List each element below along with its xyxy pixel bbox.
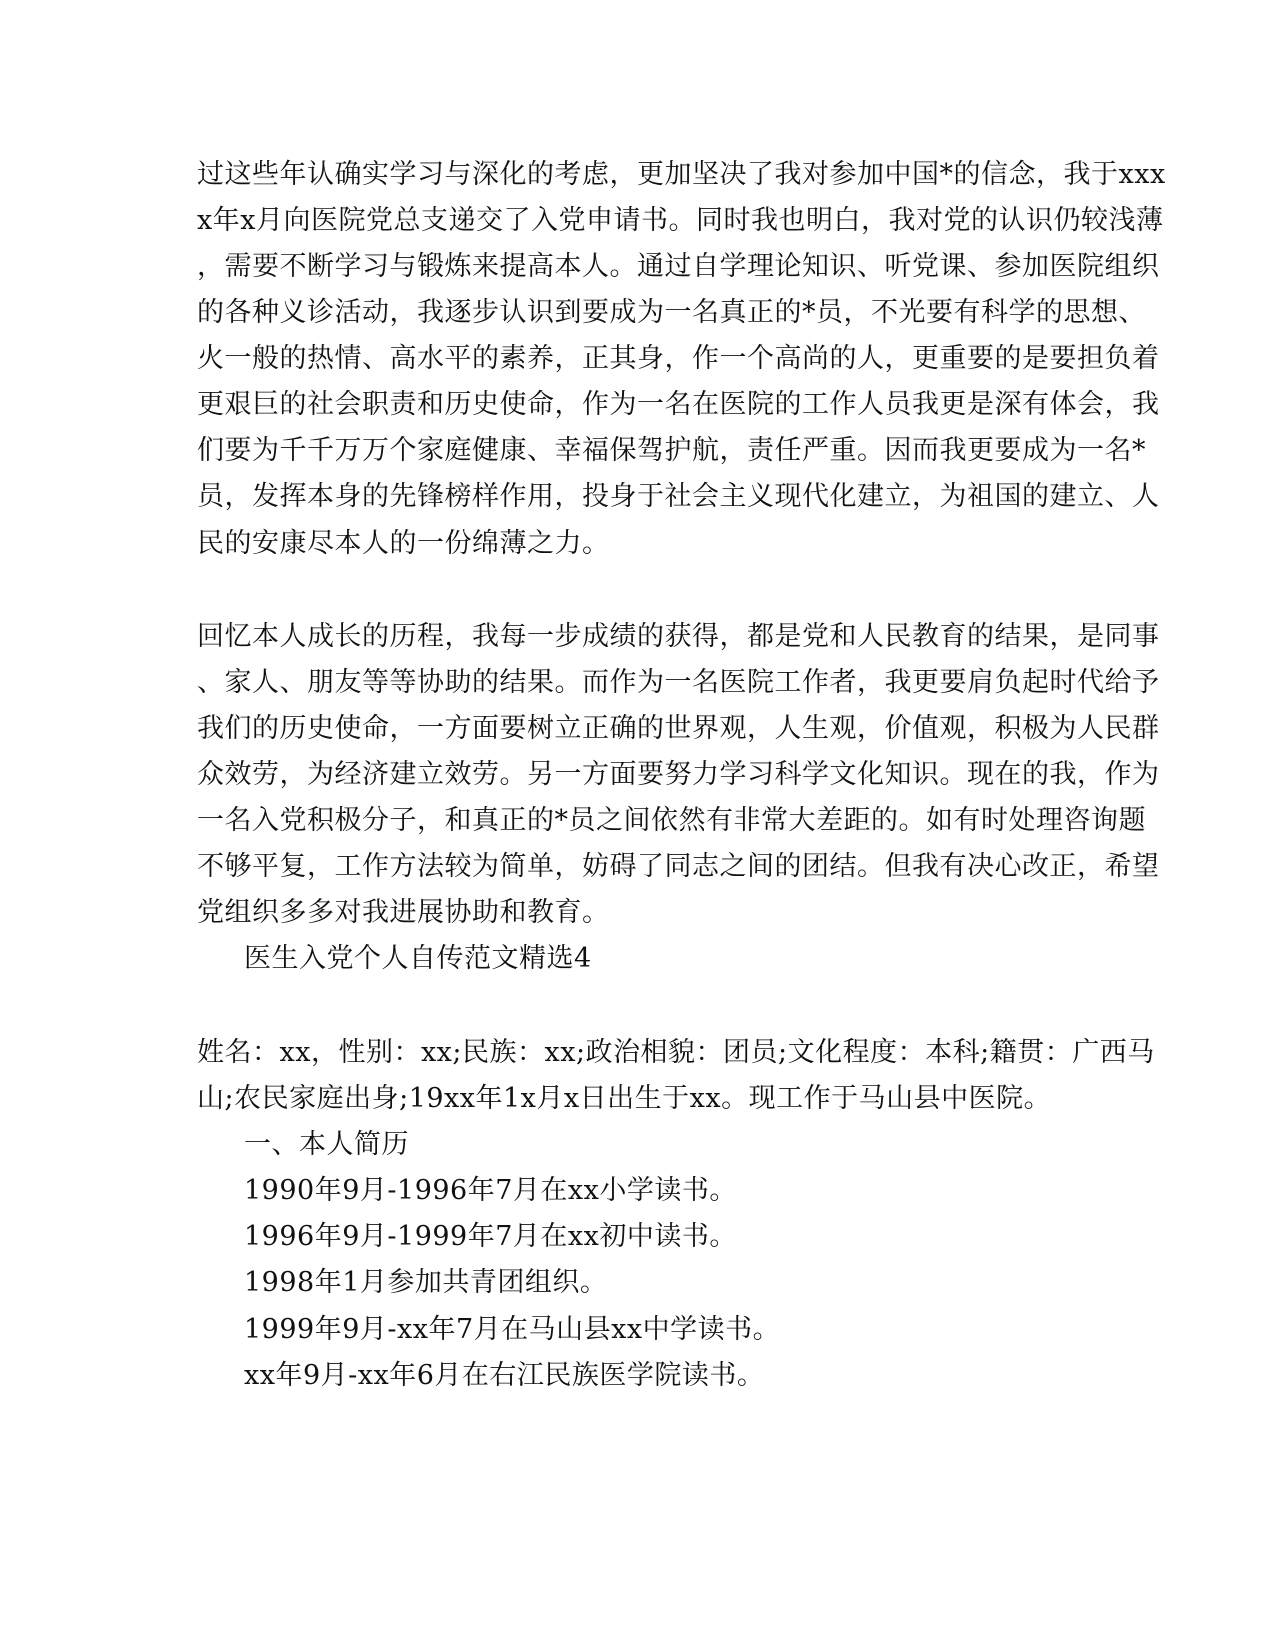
paragraph-line: 众效劳，为经济建立效劳。另一方面要努力学习科学文化知识。现在的我，作为 (197, 759, 1160, 790)
paragraph-line: 员，发挥本身的先锋榜样作用，投身于社会主义现代化建立，为祖国的建立、人 (197, 481, 1160, 512)
paragraph-line: 们要为千千万万个家庭健康、幸福保驾护航，责任严重。因而我更要成为一名* (197, 435, 1146, 466)
resume-heading: 一、本人简历 (244, 1129, 409, 1160)
paragraph-line: 回忆本人成长的历程，我每一步成绩的获得，都是党和人民教育的结果，是同事 (197, 621, 1160, 652)
resume-item: 1990年9月-1996年7月在xx小学读书。 (244, 1175, 737, 1206)
paragraph-line: 、家人、朋友等等协助的结果。而作为一名医院工作者，我更要肩负起时代给予 (197, 667, 1160, 698)
paragraph-line: 一名入党积极分子，和真正的*员之间依然有非常大差距的。如有时处理咨询题 (197, 805, 1146, 836)
paragraph-line: 民的安康尽本人的一份绵薄之力。 (197, 528, 610, 559)
paragraph-line: x年x月向医院党总支递交了入党申请书。同时我也明白，我对党的认识仍较浅薄 (197, 205, 1164, 236)
section-title: 医生入党个人自传范文精选4 (244, 943, 592, 974)
paragraph-line: 党组织多多对我进展协助和教育。 (197, 897, 610, 928)
paragraph-line: 火一般的热情、高水平的素养，正其身，作一个高尚的人，更重要的是要担负着 (197, 343, 1160, 374)
resume-item: 1999年9月-xx年7月在马山县xx中学读书。 (244, 1314, 781, 1345)
paragraph-line: 姓名：xx，性别：xx;民族：xx;政治相貌：团员;文化程度：本科;籍贯：广西马 (197, 1037, 1155, 1068)
paragraph-line: 的各种义诊活动，我逐步认识到要成为一名真正的*员，不光要有科学的思想、 (197, 297, 1146, 328)
resume-item: 1998年1月参加共青团组织。 (244, 1267, 608, 1298)
paragraph-line: ，需要不断学习与锻炼来提高本人。通过自学理论知识、听党课、参加医院组织 (197, 251, 1160, 282)
paragraph-line: 过这些年认确实学习与深化的考虑，更加坚决了我对参加中国*的信念，我于xxx (197, 159, 1166, 190)
paragraph-line: 不够平复，工作方法较为简单，妨碍了同志之间的团结。但我有决心改正，希望 (197, 851, 1160, 882)
resume-item: 1996年9月-1999年7月在xx初中读书。 (244, 1221, 737, 1252)
paragraph-line: 山;农民家庭出身;19xx年1x月x日出生于xx。现工作于马山县中医院。 (197, 1083, 1052, 1114)
paragraph-line: 我们的历史使命，一方面要树立正确的世界观，人生观，价值观，积极为人民群 (197, 713, 1160, 744)
paragraph-line: 更艰巨的社会职责和历史使命，作为一名在医院的工作人员我更是深有体会，我 (197, 389, 1160, 420)
resume-item: xx年9月-xx年6月在右江民族医学院读书。 (244, 1360, 765, 1391)
